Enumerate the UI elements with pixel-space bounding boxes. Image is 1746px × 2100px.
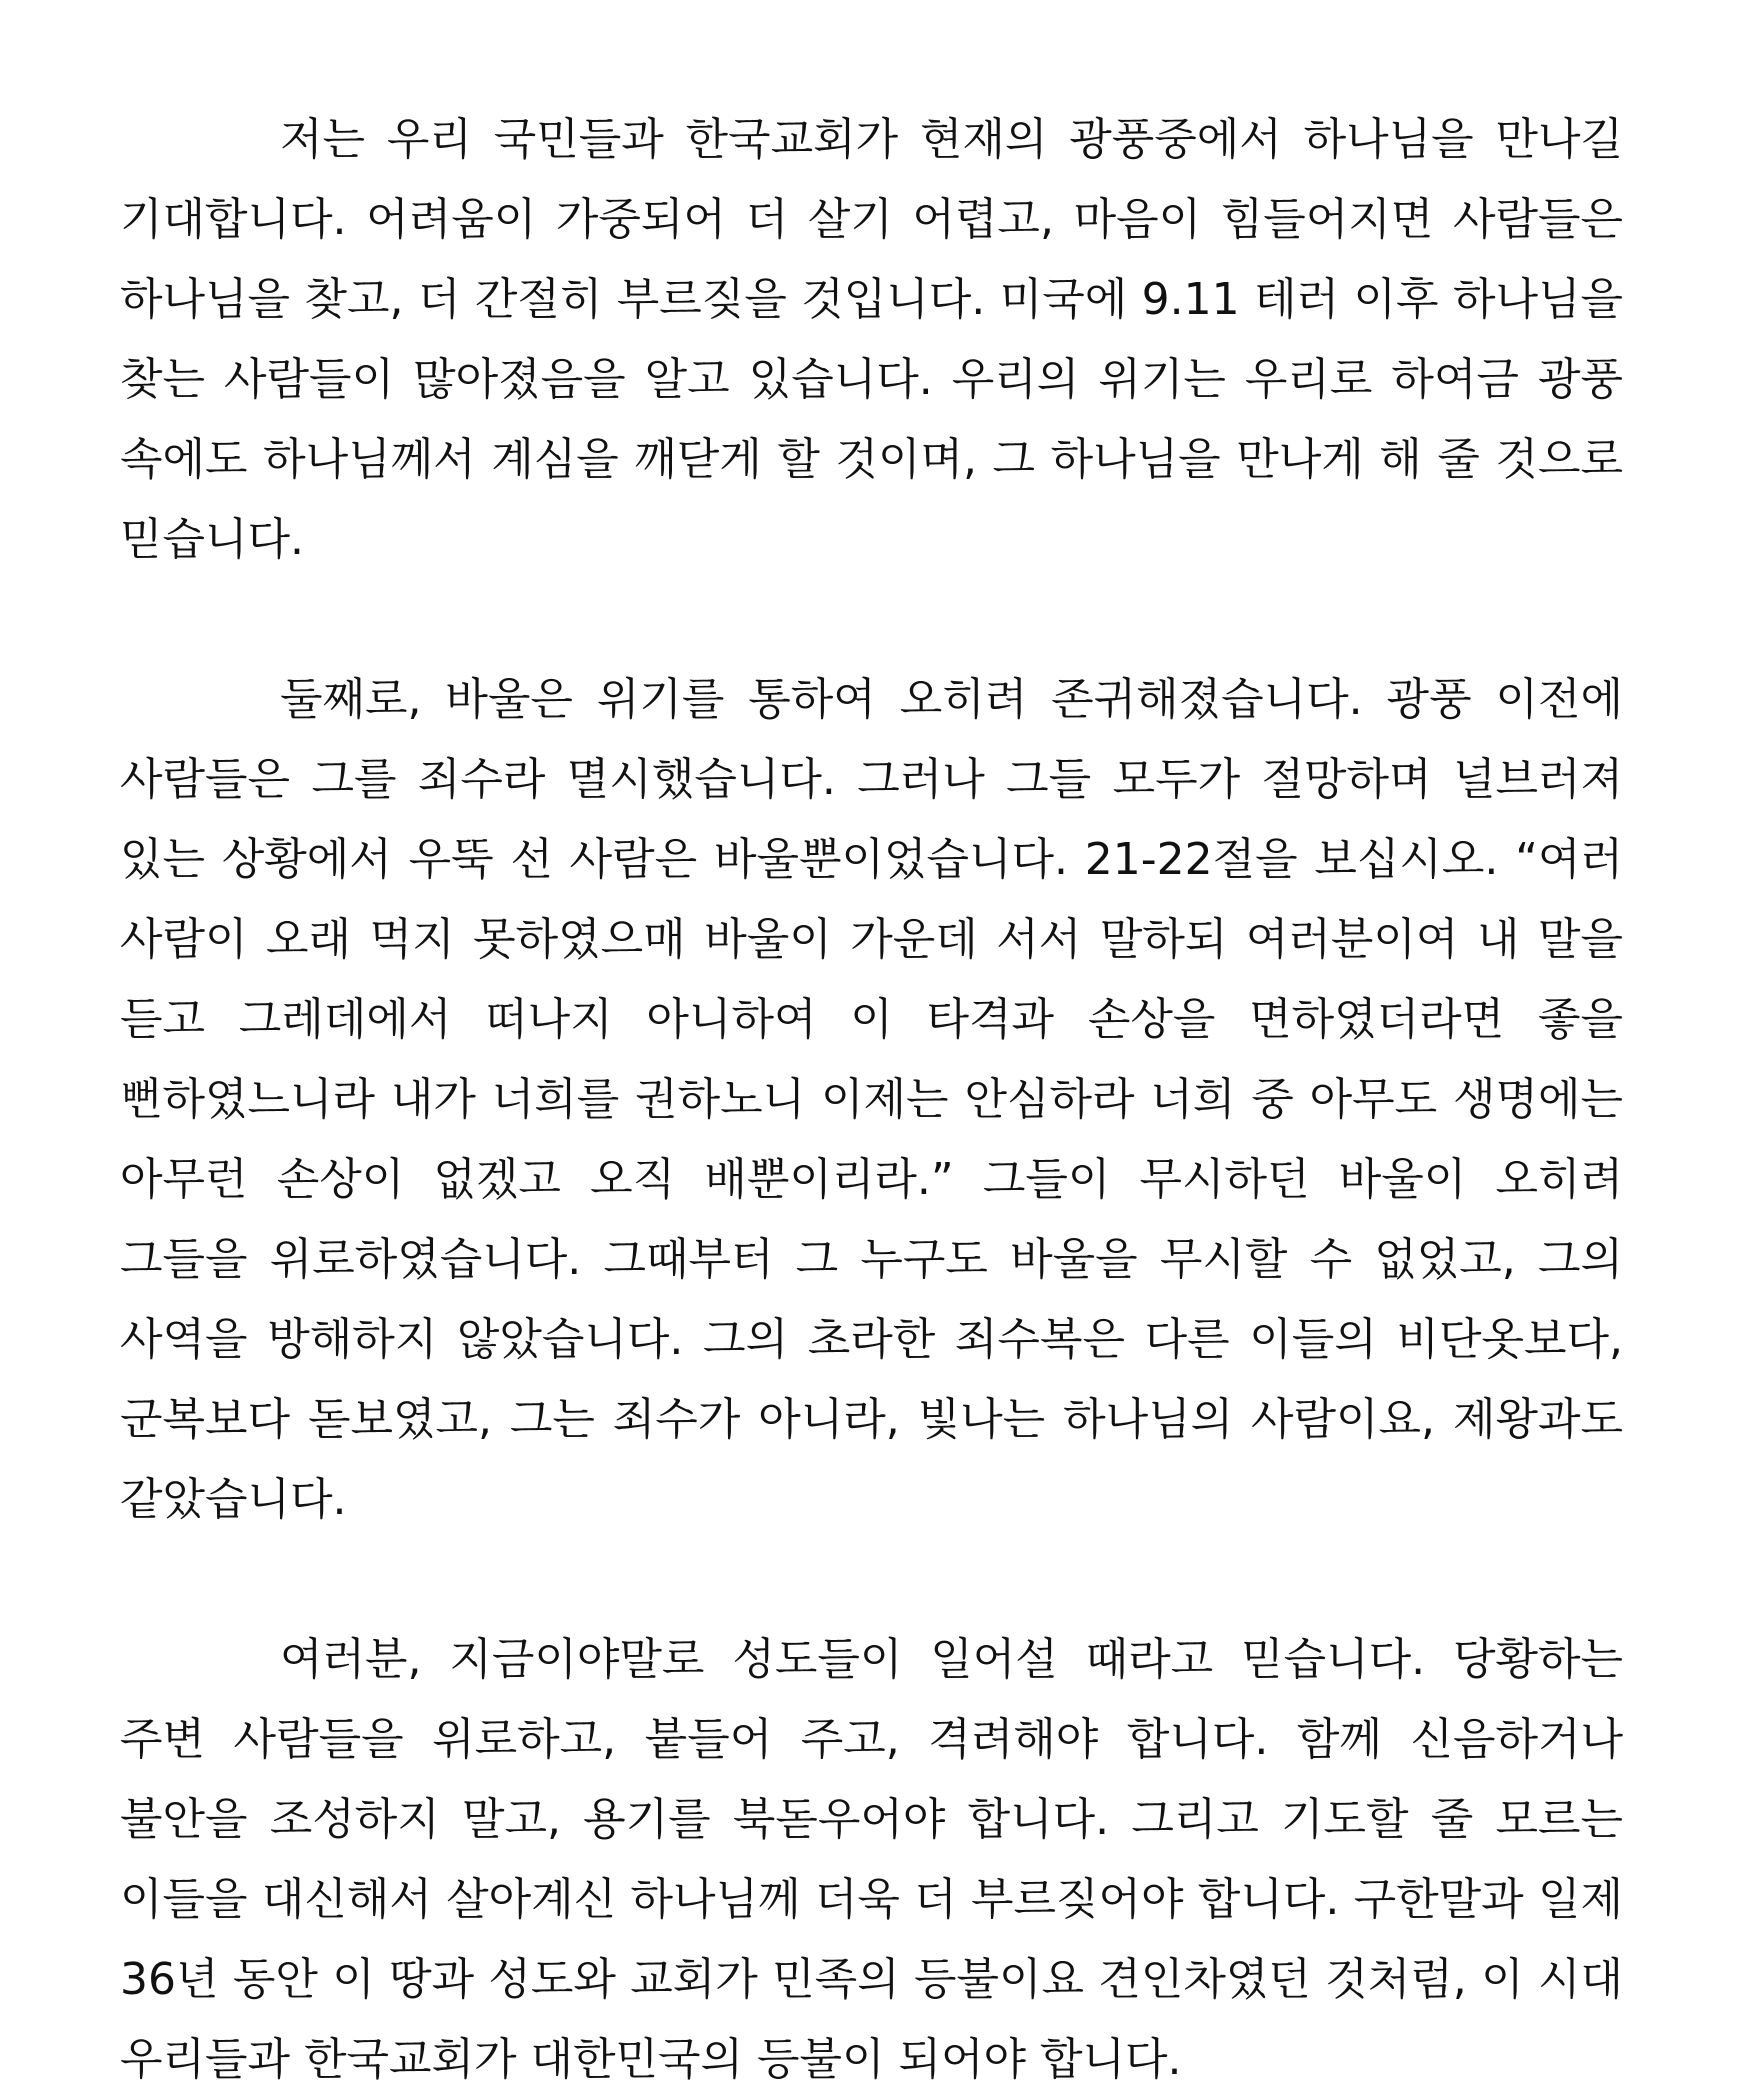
paragraph-2: 둘째로, 바울은 위기를 통하여 오히려 존귀해졌습니다. 광풍 이전에 사람들은 그를 죄수라 멸시했습니다. 그러나 그들 모두가 절망하며 널브러져 있는 상황에서 우뚝 선 사람은 바울뿐이었습니다. 21-22절을 보십시오. “여러 사람이 오래 먹지 못하였으매 바울이 가운데 서서 말하되 여러분이여 내 말을 듣고 그레데에서 떠나지 아니하여 이 타격과 손상을 면하였더라면 좋을 뻔하였느니라 내가 너희를 권하노니 이제는 안심하라 너희 중 아무도 생명에는 아무런 손상이 없겠고 오직 배뿐이리라.” 그들이 무시하던 바울이 오히려 그들을 위로하였습니다. 그때부터 그 누구도 바울을 무시할 수 없었고, 그의 사역을 방해하지 않았습니다. 그의 초라한 죄수복은 다른 이들의 비단옷보다, 군복보다 돋보였고, 그는 죄수가 아니라, 빛나는 하나님의 사람이요, 제왕과도 같았습니다. xyxy=(120,674,1623,1525)
paragraph-3: 여러분, 지금이야말로 성도들이 일어설 때라고 믿습니다. 당황하는 주변 사람들을 위로하고, 붙들어 주고, 격려해야 합니다. 함께 신음하거나 불안을 조성하지 말고, 용기를 북돋우어야 합니다. 그리고 기도할 줄 모르는 이들을 대신해서 살아계신 하나님께 더욱 더 부르짖어야 합니다. 구한말과 일제 36년 동안 이 땅과 성도와 교회가 민족의 등불이요 견인차였던 것처럼, 이 시대 우리들과 한국교회가 대한민국의 등불이 되어야 합니다. xyxy=(120,1634,1623,2085)
document-body xyxy=(120,100,1623,2100)
paragraph-1: 저는 우리 국민들과 한국교회가 현재의 광풍중에서 하나님을 만나길 기대합니다. 어려움이 가중되어 더 살기 어렵고, 마음이 힘들어지면 사람들은 하나님을 찾고, 더 간절히 부르짖을 것입니다. 미국에 9.11 테러 이후 하나님을 찾는 사람들이 많아졌음을 알고 있습니다. 우리의 위기는 우리로 하여금 광풍 속에도 하나님께서 계심을 깨닫게 할 것이며, 그 하나님을 만나게 해 줄 것으로 믿습니다. xyxy=(120,114,1623,565)
